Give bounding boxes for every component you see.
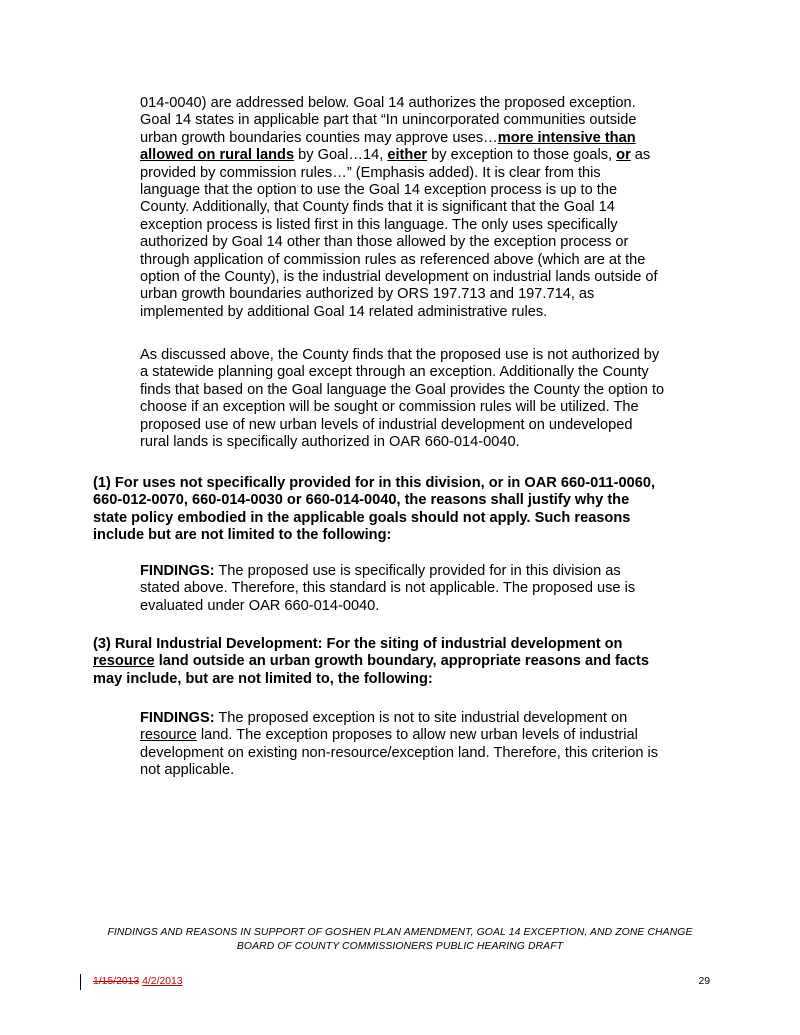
text-line: language that the option to use the Goal 14 exception process is up to the (140, 182, 618, 199)
text-line: urban growth boundaries authorized by ORS 197.713 and 197.714, as (140, 286, 595, 303)
text-line: provided by commission rules…” (Emphasis added). It is clear from this (140, 164, 601, 181)
text-line: evaluated under OAR 660-014-0040. (140, 597, 380, 614)
footer-title: FINDINGS AND REASONS IN SUPPORT OF GOSHEN PLAN AMENDMENT, GOAL 14 EXCEPTION, AND ZONE CHANGE (107, 927, 693, 938)
text-line: a statewide planning goal except through an exception. Additionally the County (140, 364, 649, 381)
text-line: 014-0040) are addressed below. Goal 14 authorizes the proposed exception. (140, 95, 636, 111)
text-line: not applicable. (140, 762, 235, 779)
text-line: 660-012-0070, 660-014-0030 or 660-014-0040, the reasons shall justify why the (93, 492, 630, 509)
text-line: stated above. Therefore, this standard is not applicable. The proposed use is (140, 580, 636, 597)
text-line: finds that based on the Goal language the Goal provides the County the option to (140, 381, 665, 398)
text-line: (1) For uses not specifically provided for in this division, or in OAR 660-011-0060, (93, 475, 656, 491)
text-line: authorized by Goal 14 other than those allowed by the exception process or (140, 234, 629, 251)
page-footer (60, 926, 740, 954)
text-line: rural lands is specifically authorized in OAR 660-014-0040. (140, 434, 520, 451)
text-line: Goal 14 states in applicable part that “In unincorporated communities outside (140, 112, 637, 129)
criterion-heading-3 (93, 636, 713, 688)
text-line: through application of commission rules as referenced above (which are at the (140, 251, 646, 268)
text-line: allowed on rural lands by Goal…14, either by exception to those goals, or as (140, 147, 651, 164)
paragraph-goal-14-authorization (140, 95, 710, 321)
inserted-date: 4/2/2013 (142, 976, 183, 987)
text-line: As discussed above, the County finds that the proposed use is not authorized by (140, 347, 660, 363)
text-line: implemented by additional Goal 14 related administrative rules. (140, 303, 548, 320)
findings-3 (140, 710, 710, 780)
findings-label: FINDINGS: (140, 710, 215, 726)
text-line: FINDINGS: The proposed use is specifically provided for in this division as (140, 563, 621, 579)
emphasis-text: more intensive than (497, 129, 636, 146)
text-line: County. Additionally, that County finds that it is significant that the Goal 14 (140, 199, 615, 216)
paragraph-county-finds (140, 347, 710, 451)
findings-1 (140, 563, 710, 615)
revision-dates (93, 976, 183, 987)
text-line: resource land outside an urban growth boundary, appropriate reasons and facts (93, 653, 650, 670)
emphasis-text: allowed on rural lands (140, 147, 295, 164)
deleted-date: 1/15/2013 (93, 976, 140, 987)
text-line: exception process is listed first in this language. The only uses specifically (140, 216, 618, 233)
revision-bar (80, 974, 81, 990)
emphasis-text: either (387, 147, 428, 164)
text-line: proposed use of new urban levels of industrial development on undeveloped (140, 416, 633, 433)
text-line: urban growth boundaries counties may approve uses…more intensive than (140, 129, 636, 146)
text-line: state policy embodied in the applicable goals should not apply. Such reasons (93, 509, 631, 526)
footer-bottom-row (0, 974, 800, 992)
text-line: option of the County), is the industrial development on industrial lands outside of (140, 269, 658, 286)
text-line: (3) Rural Industrial Development: For the siting of industrial development on (93, 636, 623, 652)
page-number: 29 (698, 976, 710, 987)
text-line: resource land. The exception proposes to allow new urban levels of industrial (140, 727, 638, 744)
text-line: include but are not limited to the following: (93, 527, 392, 544)
emphasis-text: or (616, 147, 631, 164)
text-line: choose if an exception will be sought or commission rules will be utilized. The (140, 399, 639, 416)
criterion-heading-1 (93, 475, 713, 545)
text-line: FINDINGS: The proposed exception is not to site industrial development on (140, 710, 628, 726)
underlined-term: resource (140, 727, 197, 744)
text-line: may include, but are not limited to, the following: (93, 670, 433, 687)
underlined-term: resource (93, 653, 155, 670)
text-line: development on existing non-resource/exception land. Therefore, this criterion is (140, 744, 659, 761)
footer-subtitle: BOARD OF COUNTY COMMISSIONERS PUBLIC HEARING DRAFT (236, 941, 564, 952)
findings-label: FINDINGS: (140, 563, 215, 579)
